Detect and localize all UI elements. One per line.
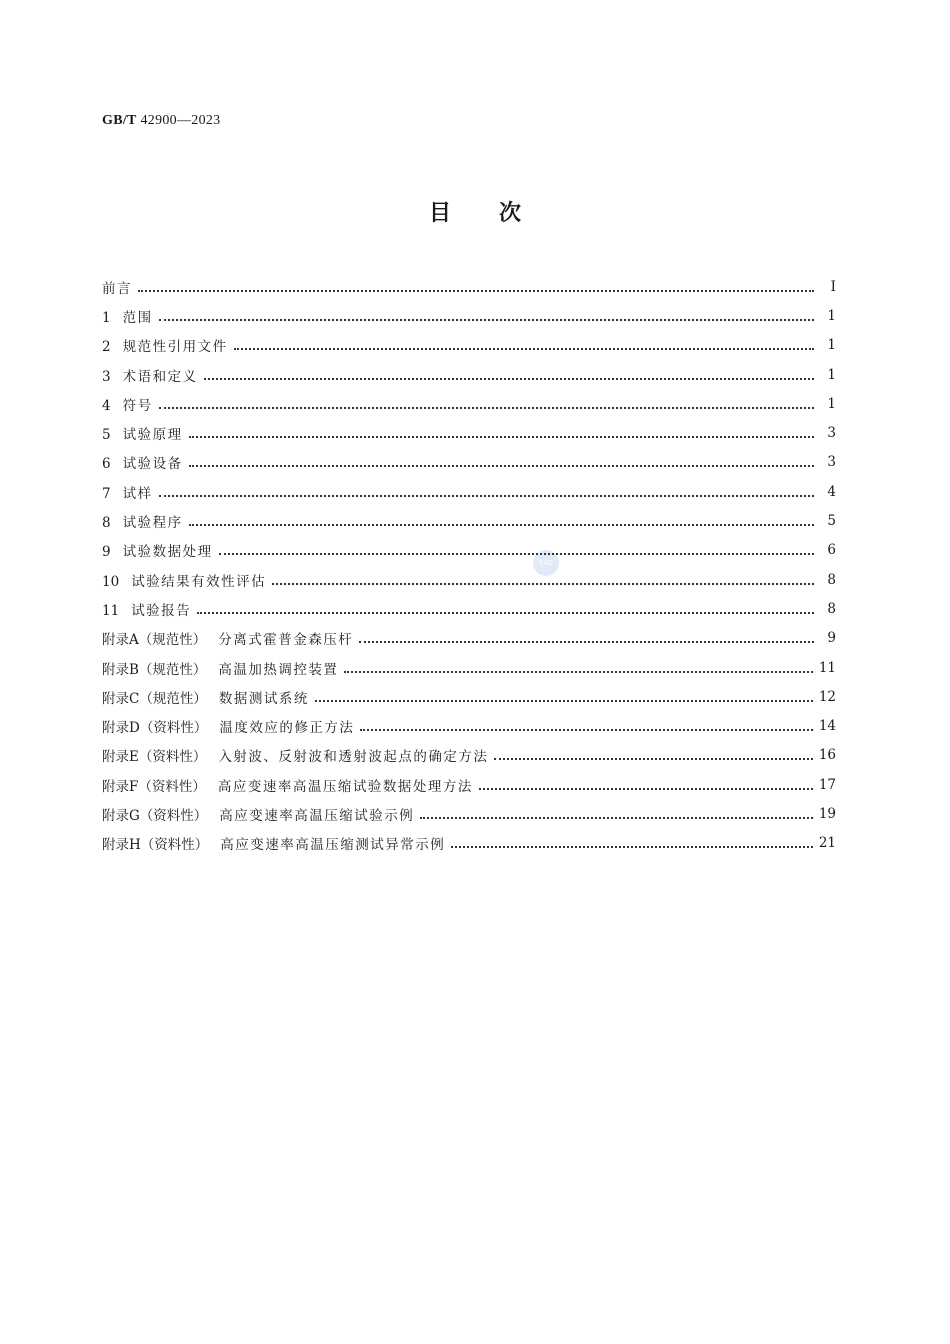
toc-entry[interactable] [102, 389, 836, 418]
toc-entry[interactable] [102, 653, 836, 682]
toc-entry-page: 9 [827, 630, 836, 647]
toc-entry-label [102, 628, 353, 648]
toc-dot-leader [189, 424, 814, 438]
toc-entry[interactable] [102, 448, 836, 477]
toc-entry-label [102, 716, 354, 736]
toc-entry-label [102, 277, 132, 297]
toc-entry[interactable] [102, 594, 836, 623]
toc-entry-label [102, 335, 228, 355]
toc-entry-text: 试验结果有效性评估 [131, 573, 267, 590]
toc-entry-page: 17 [818, 776, 836, 793]
toc-entry-page: 6 [827, 542, 836, 559]
toc-entry[interactable] [102, 565, 836, 594]
toc-dot-leader [451, 834, 813, 848]
toc-entry-number: 11 [102, 602, 120, 619]
toc-dot-leader [159, 307, 814, 321]
toc-entry-page: 16 [818, 747, 836, 764]
toc-dot-leader [197, 600, 814, 614]
toc-entry-label [102, 687, 309, 707]
toc-entry-page: 1 [827, 395, 836, 412]
toc-entry[interactable] [102, 682, 836, 711]
toc-entry-page: 14 [818, 718, 836, 735]
toc-entry-number: 9 [102, 544, 111, 561]
toc-entry[interactable] [102, 477, 836, 506]
toc-entry-number: 附录A（规范性） [102, 632, 207, 649]
toc-entry-page: 12 [818, 688, 836, 705]
toc-entry-page: 1 [827, 366, 836, 383]
toc-entry-text: 温度效应的修正方法 [219, 720, 355, 737]
toc-entry-label [102, 745, 488, 765]
toc-entry-label [102, 775, 473, 795]
toc-dot-leader [159, 483, 814, 497]
toc-dot-leader [234, 336, 814, 350]
toc-entry-text: 试验原理 [122, 427, 183, 444]
table-of-contents [102, 272, 836, 858]
toc-dot-leader [344, 659, 812, 673]
toc-entry-page: 8 [827, 571, 836, 588]
toc-entry-page: 21 [818, 835, 836, 852]
toc-entry-number: 5 [102, 427, 111, 444]
toc-entry-number: 附录D（资料性） [102, 720, 208, 737]
toc-entry-number: 附录H（资料性） [102, 837, 209, 854]
toc-entry-label [102, 599, 191, 619]
standard-number: 42900—2023 [140, 113, 221, 128]
toc-entry-page: 19 [818, 805, 836, 822]
toc-entry-text: 前言 [102, 280, 132, 297]
toc-entry-text: 试样 [122, 485, 153, 502]
toc-entry-text: 符号 [122, 397, 153, 414]
toc-entry-label [102, 306, 153, 326]
toc-entry[interactable] [102, 624, 836, 653]
toc-entry-text: 高温加热调控装置 [218, 661, 339, 678]
toc-entry-label [102, 833, 445, 853]
toc-entry-number: 附录B（规范性） [102, 661, 207, 678]
toc-dot-leader [479, 776, 813, 790]
toc-entry-label [102, 570, 266, 590]
toc-entry[interactable] [102, 770, 836, 799]
toc-entry-text: 试验报告 [131, 602, 192, 619]
toc-entry-label [102, 394, 153, 414]
toc-entry[interactable] [102, 536, 836, 565]
toc-entry-label [102, 482, 153, 502]
toc-dot-leader [204, 366, 814, 380]
toc-entry[interactable] [102, 331, 836, 360]
toc-entry-number: 2 [102, 339, 111, 356]
toc-entry-label [102, 804, 414, 824]
toc-entry-page: 5 [827, 513, 836, 530]
toc-entry-page: 3 [827, 425, 836, 442]
standard-code [102, 113, 220, 129]
toc-entry[interactable] [102, 418, 836, 447]
toc-entry-page: 3 [827, 454, 836, 471]
toc-dot-leader [159, 395, 814, 409]
toc-entry-page: 1 [827, 307, 836, 324]
toc-dot-leader [138, 278, 814, 292]
toc-entry-text: 高应变速率高温压缩试验数据处理方法 [217, 778, 473, 795]
toc-entry-text: 分离式霍普金森压杆 [218, 632, 354, 649]
toc-entry-text: 术语和定义 [122, 368, 198, 385]
toc-entry-number: 3 [102, 368, 111, 385]
toc-entry[interactable] [102, 506, 836, 535]
toc-entry-label [102, 365, 198, 385]
toc-dot-leader [360, 717, 812, 731]
toc-dot-leader [219, 541, 814, 555]
page-title: 目次 [428, 201, 569, 226]
toc-entry-text: 试验数据处理 [122, 544, 213, 561]
toc-entry-label [102, 511, 183, 531]
toc-entry-number: 附录G（资料性） [102, 807, 208, 824]
toc-dot-leader [272, 571, 814, 585]
toc-entry-number: 附录F（资料性） [102, 778, 206, 795]
toc-entry-number: 8 [102, 515, 111, 532]
toc-entry-page: 11 [818, 659, 836, 676]
toc-entry-number: 6 [102, 456, 111, 473]
toc-entry-label [102, 540, 213, 560]
toc-entry-page: 1 [827, 337, 836, 354]
toc-entry-page: 4 [827, 483, 836, 500]
toc-entry-number: 附录C（规范性） [102, 690, 207, 707]
toc-entry-text: 规范性引用文件 [122, 339, 228, 356]
standard-prefix: GB/T [102, 113, 137, 128]
toc-entry[interactable] [102, 711, 836, 740]
toc-entry[interactable] [102, 829, 836, 858]
toc-entry-number: 4 [102, 397, 111, 414]
toc-entry-page: Ⅰ [830, 278, 836, 295]
toc-entry-number: 7 [102, 485, 111, 502]
toc-entry[interactable] [102, 272, 836, 301]
toc-entry-number: 附录E（资料性） [102, 749, 207, 766]
toc-entry-label [102, 658, 338, 678]
toc-entry[interactable] [102, 799, 836, 828]
toc-entry-number: 1 [102, 309, 111, 326]
toc-entry[interactable] [102, 741, 836, 770]
toc-entry-text: 入射波、反射波和透射波起点的确定方法 [218, 749, 489, 766]
toc-entry-text: 高应变速率高温压缩测试异常示例 [220, 837, 446, 854]
toc-dot-leader [315, 688, 813, 702]
sac-watermark: SAC [533, 550, 559, 576]
toc-entry-text: 高应变速率高温压缩试验示例 [219, 807, 415, 824]
toc-dot-leader [420, 805, 813, 819]
toc-entry-text: 范围 [122, 309, 153, 326]
toc-entry[interactable] [102, 301, 836, 330]
toc-entry-label [102, 452, 183, 472]
toc-entry-text: 试验设备 [122, 456, 183, 473]
toc-entry-label [102, 423, 183, 443]
toc-dot-leader [189, 512, 814, 526]
toc-entry-page: 8 [827, 600, 836, 617]
toc-dot-leader [359, 629, 814, 643]
toc-entry-text: 数据测试系统 [218, 690, 309, 707]
toc-entry[interactable] [102, 360, 836, 389]
toc-entry-text: 试验程序 [122, 515, 183, 532]
toc-dot-leader [494, 746, 812, 760]
toc-dot-leader [189, 453, 814, 467]
toc-entry-number: 10 [102, 573, 120, 590]
